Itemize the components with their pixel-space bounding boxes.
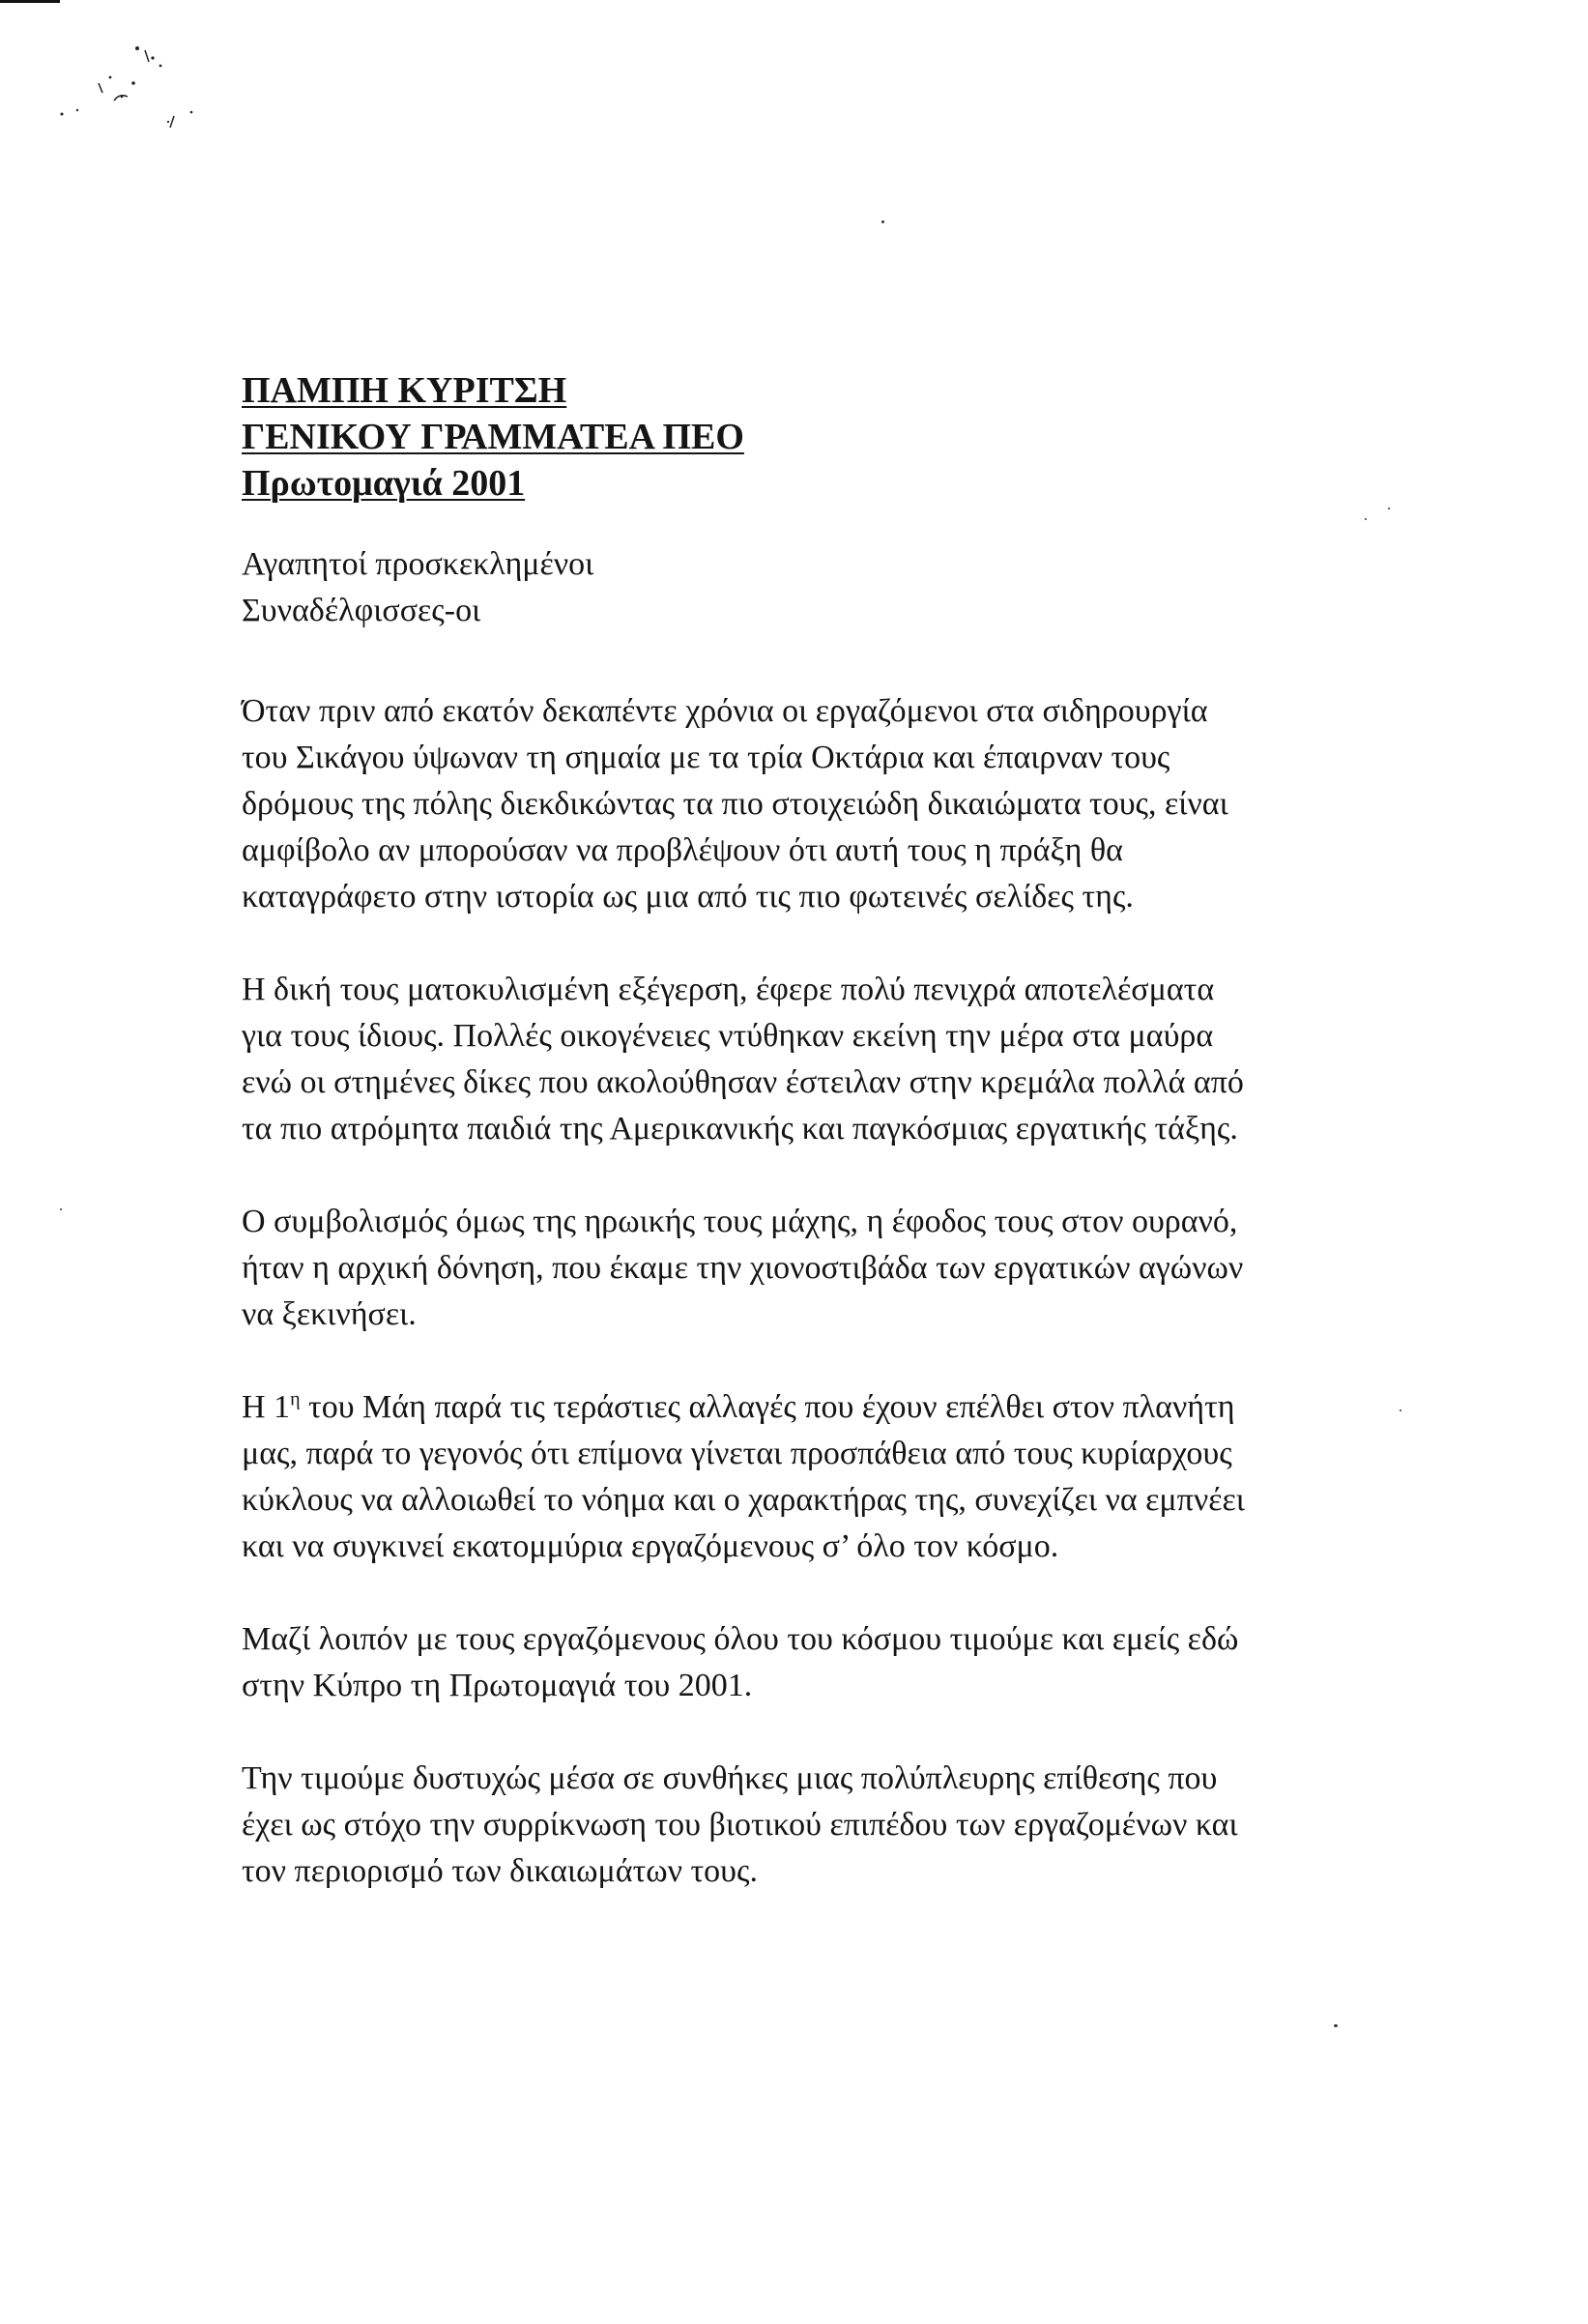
- text-line: έχει ως στόχο την συρρίκνωση του βιοτικού επιπέδου των εργαζομένων και: [242, 1807, 1238, 1843]
- text-line: μας, παρά το γεγονός ότι επίμονα γίνεται προσπάθεια από τους κυρίαρχους: [242, 1436, 1232, 1471]
- scan-speck: [60, 1208, 62, 1210]
- paragraph: [242, 1199, 1392, 1338]
- text-line: και να συγκινεί εκατομμύρια εργαζόμενους σ’ όλο τον κόσμο.: [242, 1528, 1059, 1564]
- scan-speck: [1400, 1409, 1401, 1411]
- text-fragment: Η 1: [242, 1389, 291, 1425]
- scan-speck: [881, 220, 884, 223]
- paragraph: [242, 1756, 1392, 1895]
- text-line: για τους ίδιους. Πολλές οικογένειες ντύθηκαν εκείνη την μέρα στα μαύρα: [242, 1018, 1214, 1054]
- text-line: Ο συμβολισμός όμως της ηρωικής τους μάχης, η έφοδος τους στον ουρανό,: [242, 1204, 1238, 1239]
- text-fragment: του Μάη παρά τις τεράστιες αλλαγές που έχουν επέλθει στον πλανήτη: [300, 1389, 1235, 1425]
- scan-speck: [1334, 2024, 1338, 2027]
- document-body: [242, 541, 1392, 1941]
- salutation: [242, 541, 1392, 634]
- text-line: να ξεκινήσει.: [242, 1296, 417, 1332]
- salutation-line: Συναδέλφισσες-οι: [242, 593, 481, 628]
- text-line: Η δική τους ματοκυλισμένη εξέγερση, έφερε πολύ πενιχρά αποτελέσματα: [242, 972, 1215, 1007]
- salutation-line: Αγαπητοί προσκεκλημένοι: [242, 546, 594, 582]
- text-line: Μαζί λοιπόν με τους εργαζόμενους όλου του κόσμου τιμούμε και εμείς εδώ: [242, 1621, 1239, 1657]
- paragraph: [242, 1616, 1392, 1709]
- text-line: ήταν η αρχική δόνηση, που έκαμε την χιονοστιβάδα των εργατικών αγώνων: [242, 1250, 1244, 1286]
- text-line: [242, 1384, 1392, 1431]
- text-line: Όταν πριν από εκατόν δεκαπέντε χρόνια οι εργαζόμενοι στα σιδηρουργία: [242, 693, 1208, 729]
- paragraph: [242, 1384, 1392, 1570]
- author-name: ΠΑΜΠΗ ΚΥΡΙΤΣΗ: [242, 370, 567, 411]
- author-title: ΓΕΝΙΚΟΥ ΓΡΑΜΜΑΤΕΑ ΠΕΟ: [242, 417, 744, 457]
- text-line: ενώ οι στημένες δίκες που ακολούθησαν έστειλαν στην κρεμάλα πολλά από: [242, 1064, 1244, 1100]
- text-line: δρόμους της πόλης διεκδικώντας τα πιο στοιχειώδη δικαιώματα τους, είναι: [242, 786, 1228, 822]
- text-line: στην Κύπρο τη Πρωτομαγιά του 2001.: [242, 1668, 753, 1703]
- paragraph: [242, 688, 1392, 920]
- ordinal-superscript: η: [290, 1388, 301, 1410]
- text-line: καταγράφετο στην ιστορία ως μια από τις πιο φωτεινές σελίδες της.: [242, 879, 1134, 915]
- scan-speck: [1388, 508, 1390, 509]
- text-line: του Σικάγου ύψωναν τη σημαία με τα τρία Οκτάρια και έπαιρναν τους: [242, 740, 1170, 775]
- scan-edge-mark: [0, 0, 60, 3]
- paragraph: [242, 967, 1392, 1152]
- text-line: κύκλους να αλλοιωθεί το νόημα και ο χαρακτήρας της, συνεχίζει να εμπνέει: [242, 1482, 1245, 1518]
- document-date: Πρωτομαγιά 2001: [242, 463, 526, 504]
- text-line: Την τιμούμε δυστυχώς μέσα σε συνθήκες μιας πολύπλευρης επίθεσης που: [242, 1760, 1218, 1796]
- scan-speck: [1365, 518, 1367, 520]
- text-line: τα πιο ατρόμητα παιδιά της Αμερικανικής και παγκόσμιας εργατικής τάξης.: [242, 1111, 1238, 1147]
- text-line: τον περιορισμό των δικαιωμάτων τους.: [242, 1853, 758, 1889]
- scan-specks: [39, 39, 213, 145]
- text-line: αμφίβολο αν μπορούσαν να προβλέψουν ότι αυτή τους η πράξη θα: [242, 832, 1123, 868]
- document-heading: [242, 367, 744, 507]
